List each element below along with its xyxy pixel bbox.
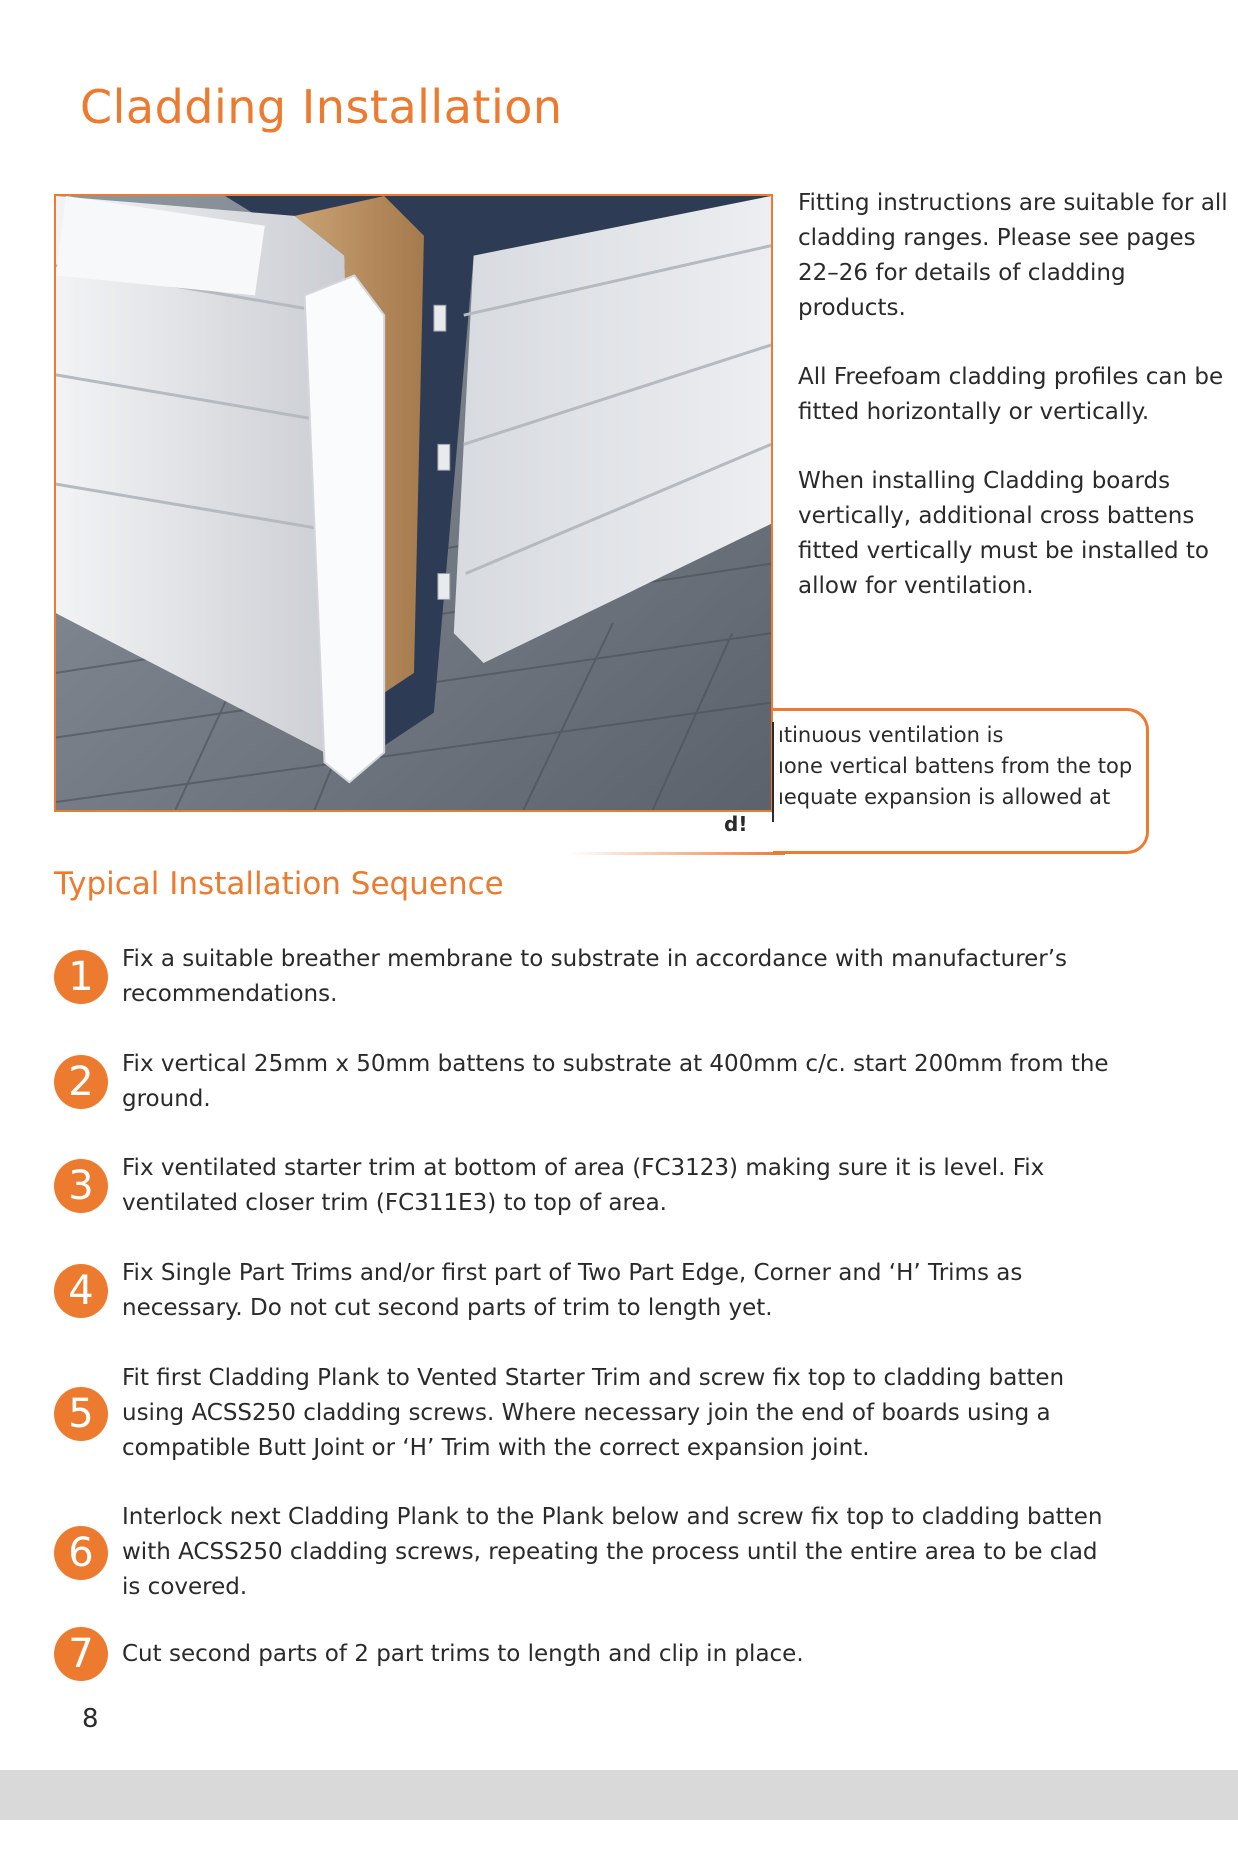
page-title: Cladding Installation — [80, 80, 563, 134]
note-tail-fragment: d! — [724, 812, 748, 836]
step-text: Interlock next Cladding Plank to the Plank below and screw fix top to cladding batten with ACSS250 cladding screws, repeating the process until the entire area to be clad is covered. — [122, 1504, 1103, 1600]
step-7 — [54, 1627, 1114, 1681]
step-number-badge: 1 — [54, 950, 108, 1004]
step-number-badge: 4 — [54, 1264, 108, 1318]
step-number-badge: 5 — [54, 1387, 108, 1441]
note-line: ıtinuous ventilation is — [778, 723, 1004, 747]
cladding-corner-photo — [56, 196, 771, 810]
step-6 — [54, 1500, 1114, 1605]
cladding-corner-illustration — [54, 194, 773, 812]
note-underline — [570, 852, 785, 855]
step-number-badge: 7 — [54, 1627, 108, 1681]
step-text: Fix ventilated starter trim at bottom of area (FC3123) making sure it is level. Fix ventilated closer trim (FC311E3) to top of area. — [122, 1155, 1045, 1216]
page-number: 8 — [82, 1704, 99, 1734]
step-text: Fit first Cladding Plank to Vented Starter Trim and screw fix top to cladding batten using ACSS250 cladding screws. Where necessary join the end of boards using a compatible Butt Joint or ‘H’ Trim with the correct expansion joint. — [122, 1365, 1065, 1461]
intro-paragraph: Fitting instructions are suitable for all cladding ranges. Please see pages 22–26 for details of cladding products. — [798, 190, 1228, 321]
note-line: ıone vertical battens from the top — [778, 754, 1133, 778]
step-number-badge: 3 — [54, 1159, 108, 1213]
footer-band — [0, 1770, 1238, 1820]
step-text: Fix a suitable breather membrane to substrate in accordance with manufacturer’s recommendations. — [122, 946, 1068, 1007]
step-text: Cut second parts of 2 part trims to length and clip in place. — [122, 1640, 804, 1667]
step-text: Fix Single Part Trims and/or first part of Two Part Edge, Corner and ‘H’ Trims as necessary. Do not cut second parts of trim to length yet. — [122, 1260, 1023, 1321]
step-2 — [54, 1047, 1114, 1117]
step-3 — [54, 1151, 1114, 1221]
step-number-badge: 6 — [54, 1526, 108, 1580]
intro-text — [798, 186, 1228, 638]
ventilation-note — [778, 720, 1143, 813]
step-4 — [54, 1256, 1114, 1326]
note-divider — [772, 722, 774, 822]
step-1 — [54, 942, 1114, 1012]
intro-paragraph: When installing Cladding boards vertically, additional cross battens fitted vertically must be installed to allow for ventilation. — [798, 468, 1210, 599]
step-5 — [54, 1361, 1114, 1466]
intro-paragraph: All Freefoam cladding profiles can be fitted horizontally or vertically. — [798, 364, 1224, 425]
step-number-badge: 2 — [54, 1055, 108, 1109]
note-line: ıequate expansion is allowed at — [778, 785, 1111, 809]
section-heading: Typical Installation Sequence — [54, 866, 504, 902]
step-text: Fix vertical 25mm x 50mm battens to substrate at 400mm c/c. start 200mm from the ground. — [122, 1051, 1109, 1112]
